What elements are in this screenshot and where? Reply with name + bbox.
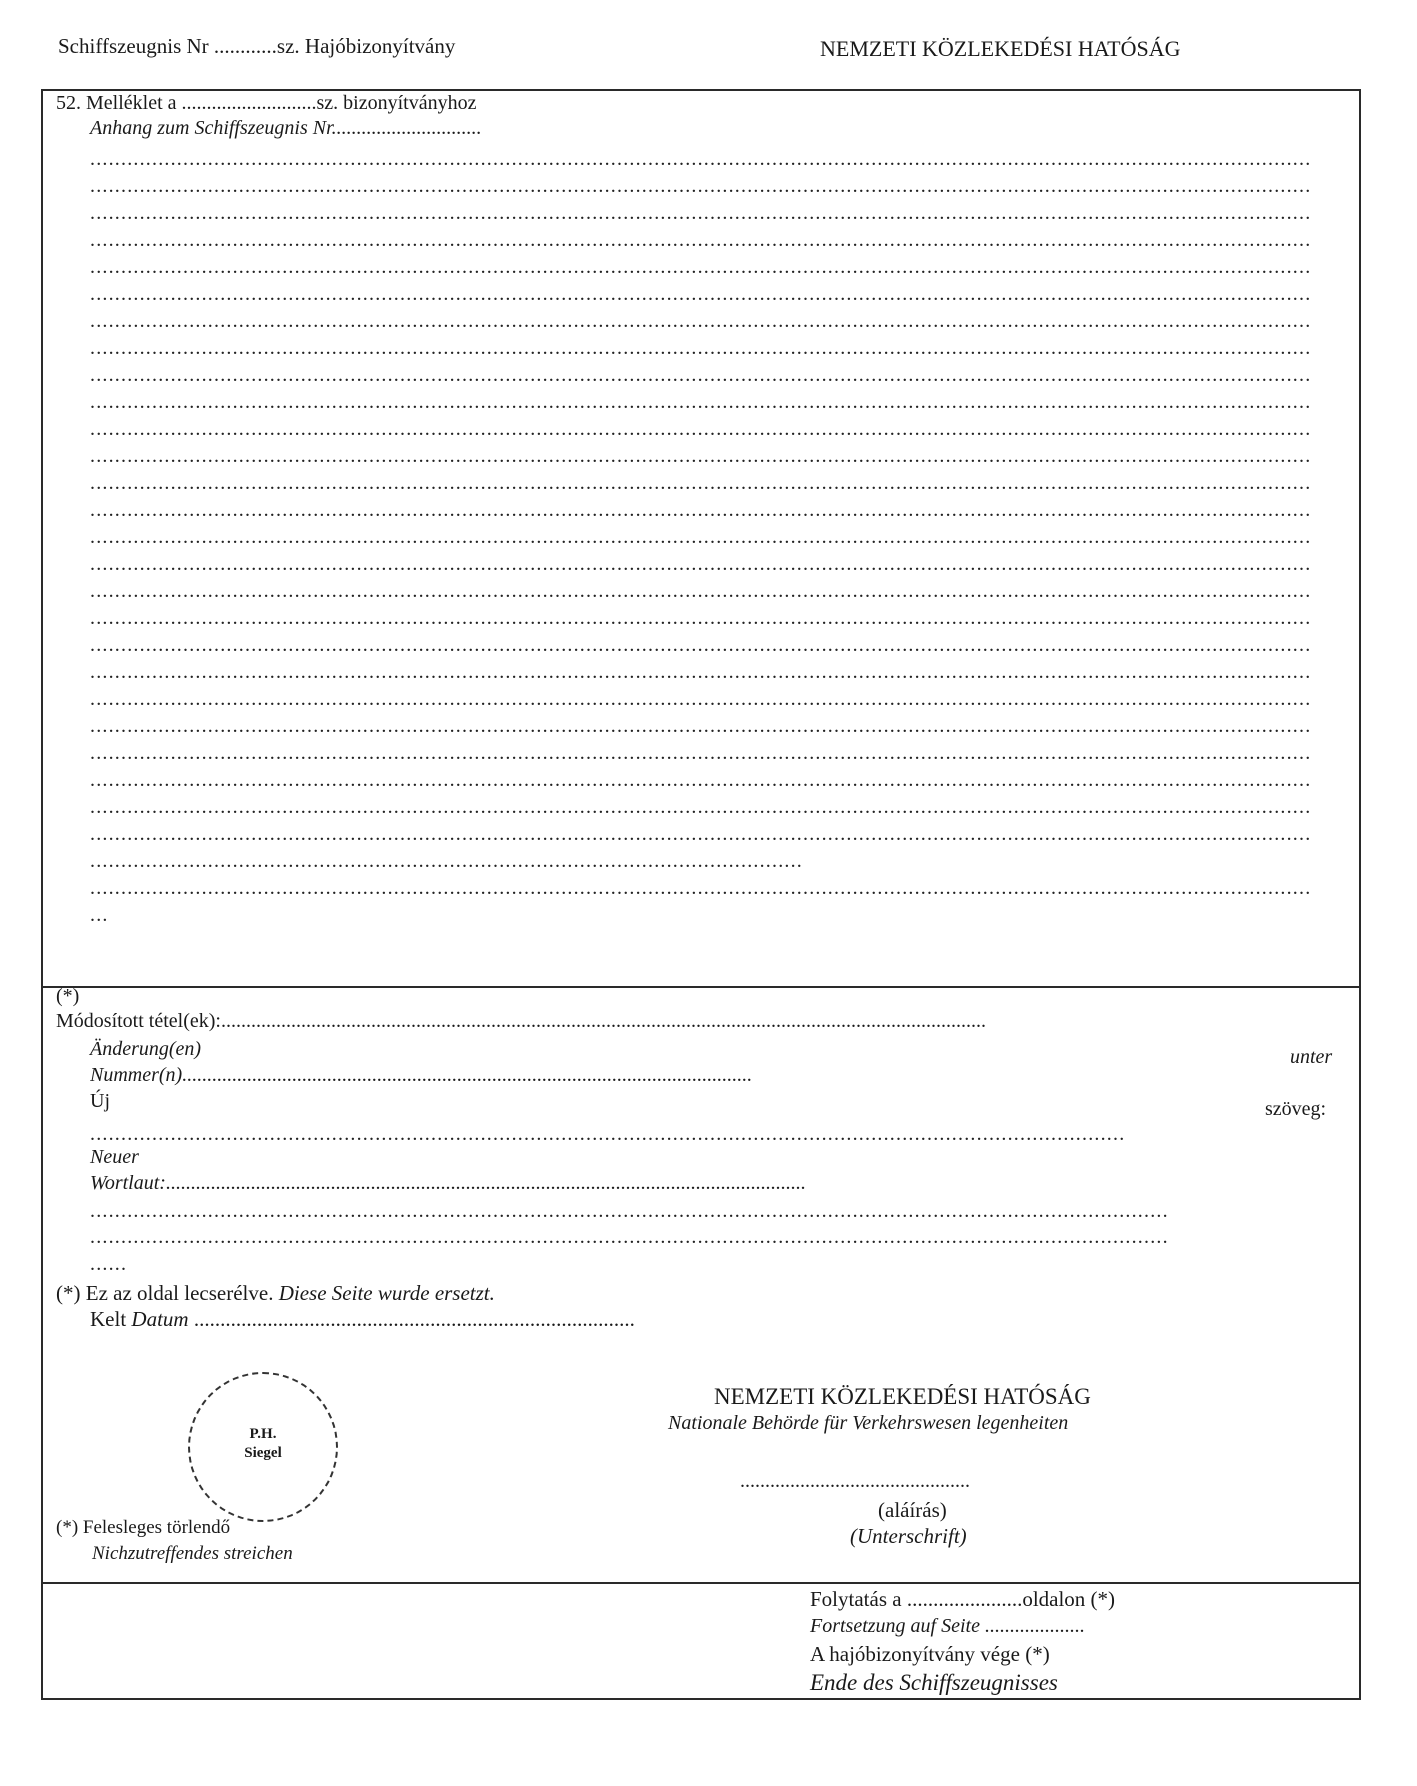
dotted-line: ..................................................................................................................................................................................................... (90, 229, 1312, 251)
dotted-line: ..................................................................................................................................................................................................... (90, 418, 1312, 440)
annex-title: 52. Melléklet a ...........................sz. bizonyítványhoz (56, 92, 477, 114)
szoveg-label: szöveg: (1265, 1098, 1327, 1120)
dotted-line: ..................................................................................................................................................................................................... (90, 256, 1312, 278)
dotted-line: ..................................................................................................................................................................................................... (90, 661, 1312, 683)
continuation-line1: Folytatás a ......................oldalon (*) (810, 1587, 1116, 1611)
divider-annex (41, 986, 1361, 988)
authority-name-de: Nationale Behörde für Verkehrswesen legenheiten (668, 1412, 1069, 1434)
dotted-line: ..................................................................................................................................................................................................... (90, 634, 1312, 656)
dotted-line: ... (90, 904, 109, 926)
dotted-line: ..................................................................................................................................................................................................... (90, 796, 1312, 818)
divider-continuation (41, 1582, 1361, 1584)
kelt-row (90, 1307, 635, 1332)
header-left: Schiffszeugnis Nr ............sz. Hajóbizonyítvány (58, 34, 456, 58)
dotted-line: ..................................................................................................................................................................................................... (90, 526, 1312, 548)
kelt-dots: .................................................................................... (193, 1307, 635, 1331)
amend-dots-4: ...... (90, 1253, 128, 1275)
footnote-hu: (*) Felesleges törlendő (56, 1517, 231, 1538)
dotted-line: ..................................................................................................................................................................................................... (90, 769, 1312, 791)
authority-name: NEMZETI KÖZLEKEDÉSI HATÓSÁG (714, 1384, 1091, 1409)
seal-line2: Siegel (244, 1445, 282, 1461)
page-replaced-de-text: Diese Seite wurde ersetzt. (278, 1281, 495, 1305)
footnote-de: Nichzutreffendes streichen (92, 1543, 293, 1564)
annex-subtitle: Anhang zum Schiffszeugnis Nr.............................. (90, 117, 482, 139)
dotted-line: ..................................................................................................................................................................................................... (90, 175, 1312, 197)
dotted-line: ..................................................................................................................................................................................................... (90, 688, 1312, 710)
dotted-line: ................................................................................................................... (90, 850, 803, 872)
amend-dots-3: .............................................................................................................................................................................. (90, 1226, 1169, 1248)
kelt-label: Kelt (90, 1307, 127, 1331)
signature-label-hu: (aláírás) (878, 1498, 947, 1522)
neuer-label: Neuer (90, 1146, 139, 1168)
signature-label-de: (Unterschrift) (850, 1524, 967, 1548)
continuation-line4: Ende des Schiffszeugnisses (810, 1670, 1058, 1695)
dotted-line: ..................................................................................................................................................................................................... (90, 877, 1312, 899)
datum-label: Datum (131, 1307, 189, 1331)
dotted-line: ..................................................................................................................................................................................................... (90, 364, 1312, 386)
amend-dots-1: ....................................................................................................................................................................... (90, 1123, 1126, 1145)
dotted-line: ..................................................................................................................................................................................................... (90, 580, 1312, 602)
annex-dotted-lines (90, 146, 1335, 929)
page-replaced-hu-text: (*) Ez az oldal lecserélve. (56, 1281, 274, 1305)
dotted-line: ..................................................................................................................................................................................................... (90, 823, 1312, 845)
box-left-border (41, 89, 43, 1700)
continuation-line2: Fortsetzung auf Seite .................... (810, 1615, 1085, 1637)
dotted-line: ..................................................................................................................................................................................................... (90, 283, 1312, 305)
dotted-line: ..................................................................................................................................................................................................... (90, 472, 1312, 494)
dotted-line: ..................................................................................................................................................................................................... (90, 391, 1312, 413)
unter-label: unter (1290, 1046, 1333, 1068)
signature-dots: .............................................. (740, 1470, 970, 1492)
nummer-label: Nummer(n).................................................................................................................. (90, 1064, 753, 1086)
box-right-border (1359, 89, 1361, 1700)
dotted-line: ..................................................................................................................................................................................................... (90, 337, 1312, 359)
dotted-line: ..................................................................................................................................................................................................... (90, 445, 1312, 467)
dotted-line: ..................................................................................................................................................................................................... (90, 715, 1312, 737)
amend-dots-2: .............................................................................................................................................................................. (90, 1200, 1169, 1222)
amend-marker: (*) (56, 985, 80, 1007)
anderung-label: Änderung(en) (90, 1038, 202, 1060)
dotted-line: ..................................................................................................................................................................................................... (90, 499, 1312, 521)
seal-stamp (188, 1372, 338, 1522)
dotted-line: ..................................................................................................................................................................................................... (90, 742, 1312, 764)
dotted-line: ..................................................................................................................................................................................................... (90, 310, 1312, 332)
wortlaut-label: Wortlaut:................................................................................................................................ (90, 1172, 806, 1194)
header-right: NEMZETI KÖZLEKEDÉSI HATÓSÁG (820, 36, 1181, 61)
page-replaced-hu (56, 1281, 495, 1306)
box-top-border (41, 89, 1361, 91)
uj-label: Új (90, 1090, 110, 1112)
dotted-line: ..................................................................................................................................................................................................... (90, 148, 1312, 170)
seal-line1: P.H. (249, 1426, 277, 1442)
box-bottom-border (41, 1698, 1361, 1700)
dotted-line: ..................................................................................................................................................................................................... (90, 553, 1312, 575)
dotted-line: ..................................................................................................................................................................................................... (90, 202, 1312, 224)
continuation-line3: A hajóbizonyítvány vége (*) (810, 1642, 1050, 1666)
modified-items-label: Módosított tétel(ek):......................................................................................................................................................... (56, 1010, 986, 1032)
dotted-line: ..................................................................................................................................................................................................... (90, 607, 1312, 629)
